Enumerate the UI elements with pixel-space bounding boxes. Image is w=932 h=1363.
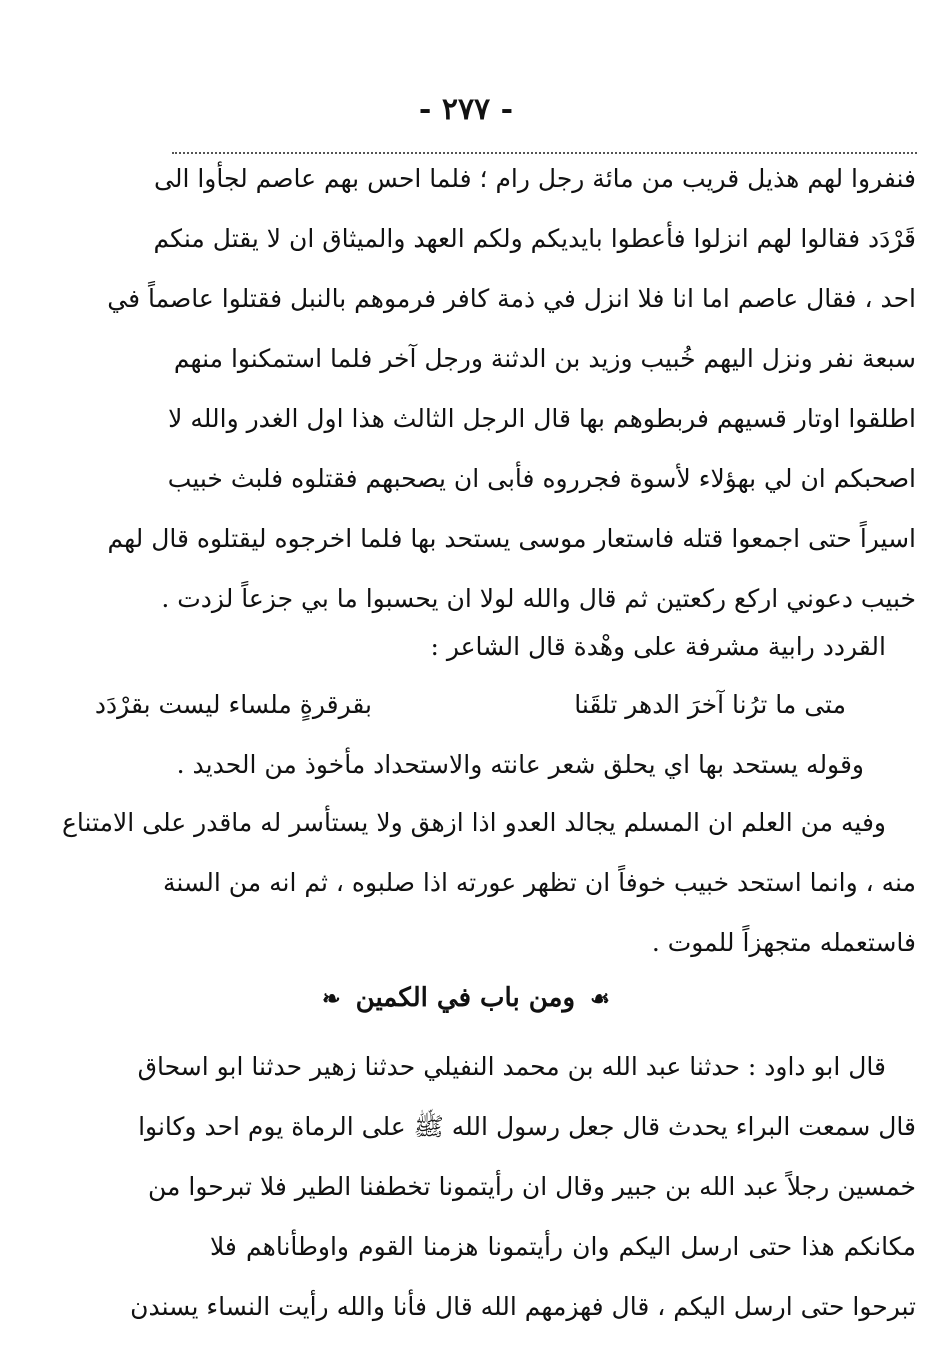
text-line: خمسين رجلاً عبد الله بن جبير وقال ان رأيتمونا تخطفنا الطير فلا تبرحوا من bbox=[148, 1172, 916, 1201]
text-line: قَرْدَد فقالوا لهم انزلوا فأعطوا بايديكم ولكم العهد والميثاق ان لا يقتل منكم bbox=[153, 224, 916, 253]
verse-first-hemistich: متى ما ترُنا آخرَ الدهر تلقَنا bbox=[574, 690, 846, 719]
text-line: تبرحوا حتى ارسل اليكم ، قال فهزمهم الله قال فأنا والله رأيت النساء يسندن bbox=[130, 1292, 916, 1321]
text-line: اصحبكم ان لي بهؤلاء لأسوة فجرروه فأبى ان يصحبهم فقتلوه فلبث خبيب bbox=[167, 464, 916, 493]
text-line: اسيراً حتى اجمعوا قتله فاستعار موسى يستحد بها فلما اخرجوه ليقتلوه قال لهم bbox=[107, 524, 916, 553]
text-line: فاستعمله متجهزاً للموت . bbox=[651, 928, 916, 957]
ornament-icon: ☙ bbox=[590, 986, 610, 1012]
header-divider bbox=[172, 152, 917, 154]
section-title: ومن باب في الكمين bbox=[355, 983, 576, 1013]
paragraph-3: وقوله يستحد بها اي يحلق شعر عانته والاستحداد مأخوذ من الحديد . bbox=[176, 750, 864, 779]
text-line: فنفروا لهم هذيل قريب من مائة رجل رام ؛ فلما احس بهم عاصم لجأوا الى bbox=[153, 164, 916, 193]
text-line: خبيب دعوني اركع ركعتين ثم قال والله لولا ان يحسبوا ما بي جزعاً لزدت . bbox=[161, 584, 916, 613]
page-number: - ٢٧٧ - bbox=[418, 92, 514, 127]
section-heading bbox=[0, 980, 932, 1017]
text-line: قال سمعت البراء يحدث قال جعل رسول الله ﷺ على الرماة يوم احد وكانوا bbox=[138, 1112, 916, 1141]
text-line: اطلقوا اوتار قسيهم فربطوهم بها قال الرجل الثالث هذا اول الغدر والله لا bbox=[168, 404, 916, 433]
paragraph-2: القردد رابية مشرفة على وهْدة قال الشاعر : bbox=[430, 632, 886, 661]
text-line: وفيه من العلم ان المسلم يجالد العدو اذا ازهق ولا يستأسر له ماقدر على الامتناع bbox=[62, 808, 886, 837]
text-line: قال ابو داود : حدثنا عبد الله بن محمد النفيلي حدثنا زهير حدثنا ابو اسحاق bbox=[137, 1052, 886, 1081]
text-line: منه ، وانما استحد خبيب خوفاً ان تظهر عورته اذا صلبوه ، ثم انه من السنة bbox=[162, 868, 916, 897]
text-line: مكانكم هذا حتى ارسل اليكم وان رأيتمونا هزمنا القوم واوطأناهم فلا bbox=[210, 1232, 916, 1261]
text-line: سبعة نفر ونزل اليهم خُبيب وزيد بن الدثنة ورجل آخر فلما استمكنوا منهم bbox=[173, 344, 916, 373]
text-line: احد ، فقال عاصم اما انا فلا انزل في ذمة كافر فرموهم بالنبل فقتلوا عاصماً في bbox=[107, 284, 916, 313]
ornament-icon: ❧ bbox=[322, 986, 341, 1012]
verse-second-hemistich: بقرقرةٍ ملساء ليست بقرْدَد bbox=[94, 690, 372, 719]
